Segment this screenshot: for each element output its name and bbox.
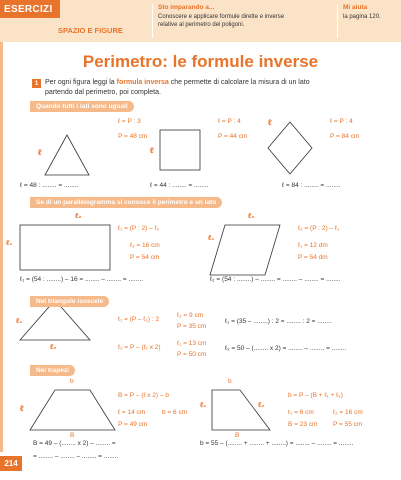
exercise-instructions: Per ogni figura leggi la formula inversa che permette di calcolare la misura di un lato partendo dal perimetro, poi completa. (45, 79, 310, 96)
page-title: Perimetro: le formule inverse (82, 52, 319, 71)
equilateral-triangle (45, 135, 89, 175)
side-label: b (228, 378, 232, 385)
answer-line: ℓ₁ = (54 : ........) – 16 = ........ – ........ = ........ (20, 276, 143, 283)
answer-line: b = 55 – (........ + ........ + ........) = ........ – ........ = ........ (200, 440, 354, 447)
answer-line: ℓ = 48 : ........ = ........ (20, 182, 79, 189)
section-header: Nel triangolo isoscele (30, 296, 109, 307)
side-label: ℓ (268, 118, 272, 127)
given-value: ℓ = 14 cm (118, 409, 146, 416)
side-label: b (70, 378, 74, 385)
perimeter-value: P = 54 cm (130, 254, 160, 261)
answer-line: ℓ = 44 : ........ = ........ (150, 182, 209, 189)
side-label: ℓ (20, 404, 24, 413)
answer-line: ℓ = 84 : ........ = ........ (282, 182, 341, 189)
given-value: b = 6 cm (162, 409, 188, 416)
section-header: Quando tutti i lati sono uguali (30, 101, 134, 112)
side-label: ℓ₁ (6, 240, 13, 247)
rhombus (268, 122, 312, 174)
side-label: B (235, 432, 240, 439)
formula: ℓ₁ = (P – ℓ₂) : 2 (118, 316, 160, 323)
formula: B = P – (ℓ x 2) – b (118, 392, 169, 399)
formula: ℓ₂ = (P : 2) – ℓ₁ (298, 225, 340, 232)
square (160, 130, 200, 170)
page-number: 214 (0, 456, 22, 471)
perimeter-value: P = 50 cm (177, 351, 207, 358)
answer-line: ℓ₁ = (35 – ........) : 2 = ........ : 2 = ........ (225, 318, 332, 325)
perimeter-value: P = 44 cm (218, 133, 248, 140)
side-label: ℓ₁ (200, 402, 207, 409)
given-value: ℓ₁ = 13 cm (177, 340, 207, 347)
side-label: ℓ₁ (16, 318, 23, 325)
rectangle (20, 225, 110, 270)
formula: ℓ = P : 4 (330, 118, 353, 125)
help-text: la pagina 120. (343, 14, 381, 20)
given-value: ℓ₂ = 16 cm (333, 409, 363, 416)
formula: ℓ = P : 4 (218, 118, 241, 125)
perimeter-value: P = 35 cm (177, 323, 207, 330)
help-heading: Mi aiuta (343, 4, 368, 11)
side-label: ℓ₂ (248, 213, 255, 220)
given-value: ℓ₂ = 16 cm (130, 242, 160, 249)
exercises-tab: ESERCIZI (0, 0, 60, 18)
side-label: ℓ₁ (208, 235, 215, 242)
given-value: B = 23 cm (288, 421, 318, 428)
side-label: ℓ (38, 148, 42, 157)
answer-line: = ........ – ........ – ........ = ........ (33, 453, 119, 460)
side-label: ℓ₂ (258, 402, 265, 409)
answer-line: ℓ₂ = 50 – (........ x 2) = ........ – ........ = ........ (225, 345, 347, 352)
formula: ℓ₁ = (P : 2) – ℓ₂ (118, 225, 160, 232)
parallelogram (210, 225, 280, 275)
formula: ℓ₂ = P – (ℓ₁ x 2) (118, 344, 161, 351)
side-label: B (70, 432, 75, 439)
perimeter-value: P = 48 cm (118, 133, 148, 140)
side-label: ℓ (150, 146, 154, 155)
given-value: ℓ₁ = 12 dm (298, 242, 328, 249)
side-label: ℓ₂ (50, 344, 57, 351)
given-value: ℓ₂ = 9 cm (177, 312, 204, 319)
trapezoid-isosceles (30, 390, 115, 430)
perimeter-value: P = 49 cm (118, 421, 148, 428)
formula: ℓ = P : 3 (118, 118, 141, 125)
side-label: ℓ₂ (75, 213, 82, 220)
learning-heading: Sto imparando a... (158, 4, 215, 11)
section-label: SPAZIO E FIGURE (58, 26, 123, 35)
exercise-number: 1 (32, 79, 41, 88)
trapezoid-scalene (212, 390, 270, 430)
learning-text: Conoscere e applicare formule dirette e inverse relative al perimetro dei poligoni. (158, 14, 285, 28)
section-header: Se di un parallelogramma si conosce il perimetro e un lato (30, 197, 222, 208)
perimeter-value: P = 54 dm (298, 254, 328, 261)
perimeter-value: P = 55 cm (333, 421, 363, 428)
answer-line: B = 49 – (........ x 2) – ........ = (33, 440, 116, 447)
section-header: Nei trapezi (30, 365, 75, 376)
given-value: ℓ₁ = 6 cm (288, 409, 314, 416)
perimeter-value: P = 84 cm (330, 133, 360, 140)
formula: b = P – (B + ℓ₁ + ℓ₂) (288, 392, 343, 399)
answer-line: ℓ₂ = (54 : ........) – ........ = ........ – ........ = ........ (210, 276, 341, 283)
